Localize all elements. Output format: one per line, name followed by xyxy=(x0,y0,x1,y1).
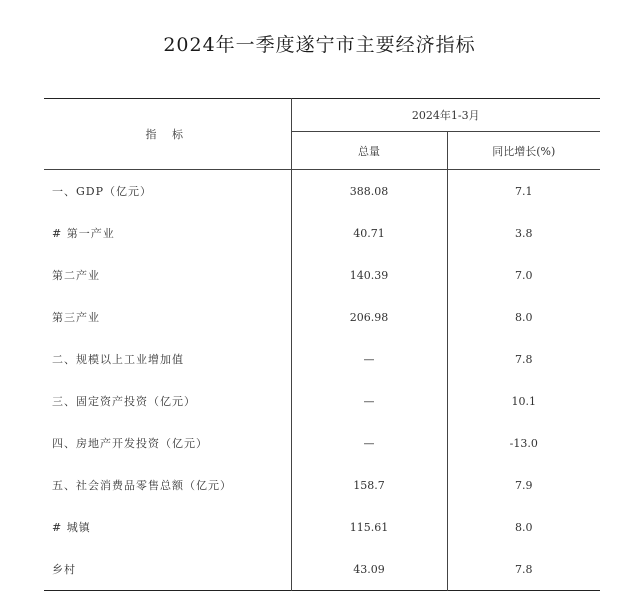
page-title: 2024年一季度遂宁市主要经济指标 xyxy=(163,34,476,56)
row-label: 第三产业 xyxy=(52,311,100,324)
row-growth: 7.8 xyxy=(447,338,600,380)
row-growth: -13.0 xyxy=(447,422,600,464)
table-row xyxy=(44,338,600,380)
table-row xyxy=(44,548,600,591)
row-total: 40.71 xyxy=(291,212,447,254)
row-growth: 7.1 xyxy=(447,170,600,213)
table-row xyxy=(44,212,600,254)
table-row xyxy=(44,506,600,548)
row-label: # 第一产业 xyxy=(52,227,115,240)
row-growth: 7.8 xyxy=(447,548,600,591)
row-total: — xyxy=(291,422,447,464)
row-growth: 3.8 xyxy=(447,212,600,254)
table-row xyxy=(44,380,600,422)
table-body xyxy=(44,170,600,591)
row-total: 388.08 xyxy=(291,170,447,213)
row-label: # 城镇 xyxy=(52,521,91,534)
row-total: 43.09 xyxy=(291,548,447,591)
row-total: 158.7 xyxy=(291,464,447,506)
row-growth: 7.9 xyxy=(447,464,600,506)
table-row xyxy=(44,170,600,213)
row-label: 第二产业 xyxy=(52,269,100,282)
row-total: — xyxy=(291,380,447,422)
row-label: 乡村 xyxy=(52,563,76,576)
header-period: 2024年1-3月 xyxy=(291,99,600,132)
row-growth: 10.1 xyxy=(447,380,600,422)
header-indicator: 指 标 xyxy=(44,99,291,170)
table-row xyxy=(44,296,600,338)
row-growth: 7.0 xyxy=(447,254,600,296)
row-label: 二、规模以上工业增加值 xyxy=(52,353,184,366)
row-total: 115.61 xyxy=(291,506,447,548)
table-row xyxy=(44,422,600,464)
row-growth: 8.0 xyxy=(447,506,600,548)
header-growth: 同比增长(%) xyxy=(447,132,600,170)
row-total: — xyxy=(291,338,447,380)
row-growth: 8.0 xyxy=(447,296,600,338)
table-row xyxy=(44,254,600,296)
row-label: 一、GDP（亿元） xyxy=(52,185,153,198)
row-label: 四、房地产开发投资（亿元） xyxy=(52,437,208,450)
economic-indicators-table xyxy=(44,98,600,591)
row-label: 三、固定资产投资（亿元） xyxy=(52,395,196,408)
table-row xyxy=(44,464,600,506)
row-total: 206.98 xyxy=(291,296,447,338)
header-total: 总量 xyxy=(291,132,447,170)
row-label: 五、社会消费品零售总额（亿元） xyxy=(52,479,232,492)
row-total: 140.39 xyxy=(291,254,447,296)
